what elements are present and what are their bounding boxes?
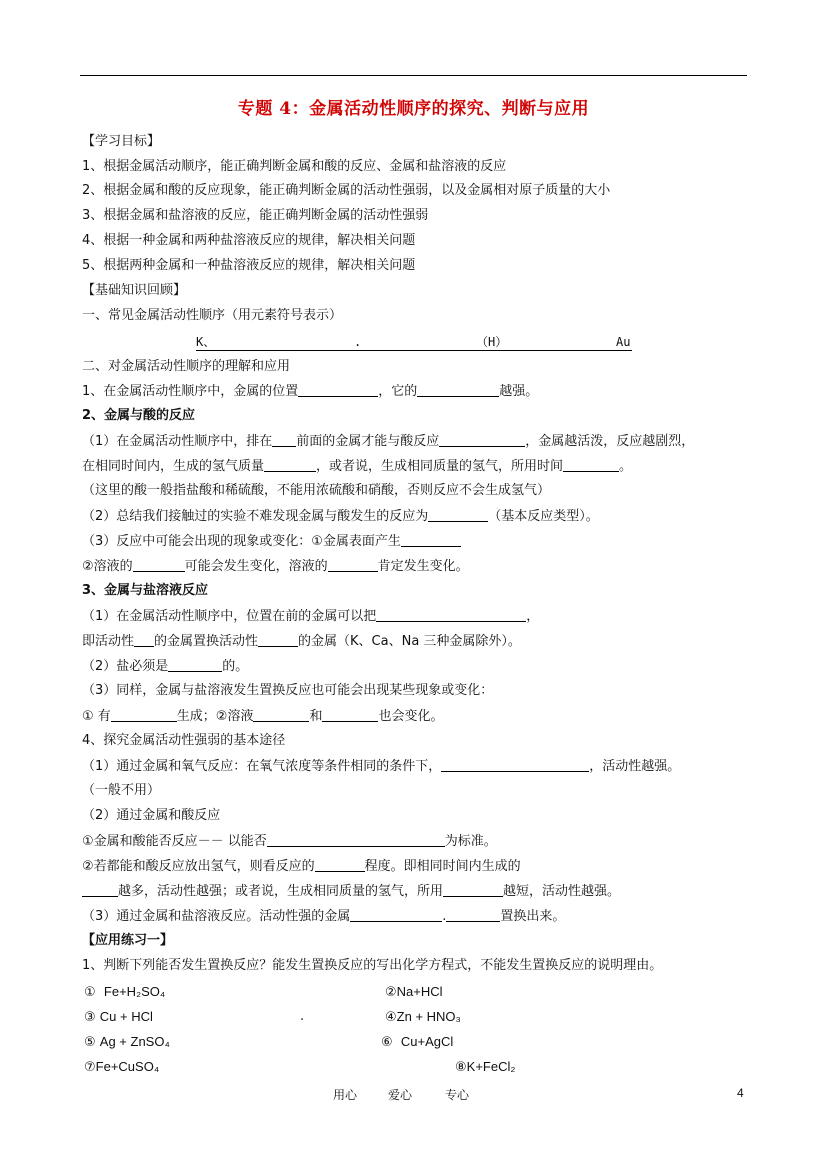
fill-line: 越多，活动性越强；或者说，生成相同质量的氢气，所用 越短，活动性越强。 [82,882,620,901]
page-number: 4 [737,1086,744,1100]
text-line: （2）通过金属和酸反应 [82,808,221,823]
header-rule [80,75,747,76]
fill-line: 即活动性 的金属置换活动性 的金属（K、Ca、Na 三种金属除外）。 [82,634,521,649]
fill-line: ① 有 生成；②溶液 和 也会变化。 [82,709,444,724]
reaction-item: ⑥ Cu+AgCl [381,1034,454,1050]
objective-item: 5、根据两种金属和一种盐溶液反应的规律，解决相关问题 [82,258,416,273]
fill-line: ②溶液的 可能会发生变化，溶液的 肯定发生变化。 [82,559,469,574]
series-k: K、 [196,335,216,349]
subheading-acid: 2、金属与酸的反应 [82,408,196,423]
subheading-methods: 4、探究金属活动性强弱的基本途径 [82,733,286,748]
fill-line: ①金属和酸能否反应－－ 以能否 为标准。 [82,834,497,849]
section-2-heading: 二、对金属活动性顺序的理解和应用 [82,359,291,374]
reaction-item: ②Na+HCl [385,984,443,1000]
subheading-salt: 3、金属与盐溶液反应 [82,583,209,598]
series-h: （H） [476,335,508,349]
text-line: （一般不用） [82,783,161,798]
footer-text: 爱心 [388,1088,413,1102]
objective-item: 3、根据金属和盐溶液的反应，能正确判断金属的活动性强弱 [82,208,429,223]
activity-series-blank [196,336,632,352]
reaction-item: ⑦Fe+CuSO₄ [84,1059,160,1075]
note-line: （这里的酸一般指盐酸和稀硫酸，不能用浓硫酸和硝酸，否则反应不会生成氢气） [82,483,551,498]
stray-dot: . [300,1009,305,1024]
reaction-item: ③ Cu + HCl [84,1009,153,1025]
fill-line: 1、在金属活动性顺序中，金属的位置 ，它的 越强。 [82,384,539,399]
footer-text: 用心 [333,1088,358,1102]
fill-line: （1）通过金属和氧气反应：在氧气浓度等条件相同的条件下， ，活动性越强。 [82,759,681,774]
objective-item: 4、根据一种金属和两种盐溶液反应的规律，解决相关问题 [82,233,416,248]
question-1: 1、判断下列能否发生置换反应？能发生置换反应的写出化学方程式，不能发生置换反应的说明理由。 [82,958,663,973]
fill-line: 在相同时间内，生成的氢气质量 ，或者说，生成相同质量的氢气，所用时间 。 [82,459,633,474]
fill-line: （3）反应中可能会出现的现象或变化：①金属表面产生 [82,532,461,551]
series-au: Au [616,335,631,349]
review-header: 【基础知识回顾】 [82,283,187,298]
fill-line: （1）在金属活动性顺序中，排在 前面的金属才能与酸反应 ，金属越活泼，反应越剧烈， [82,434,695,449]
fill-line: （2）盐必须是 的。 [82,659,249,674]
reaction-item: ⑤ Ag + ZnSO₄ [84,1034,170,1050]
fill-line: ②若都能和酸反应放出氢气，则看反应的 程度。即相同时间内生成的 [82,859,521,874]
fill-line: （1）在金属活动性顺序中，位置在前的金属可以把 ， [82,609,540,624]
reaction-item: ⑧K+FeCl₂ [455,1059,516,1075]
footer-text: 专心 [445,1088,470,1102]
text-line: （3）同样，金属与盐溶液发生置换反应也可能会出现某些现象或变化： [82,683,494,698]
objective-item: 1、根据金属活动顺序，能正确判断金属和酸的反应、金属和盐溶液的反应 [82,159,507,174]
page-title: 专题 4：金属活动性顺序的探究、判断与应用 [237,99,590,119]
reaction-item: ① Fe+H₂SO₄ [84,984,166,1000]
section-1-heading: 一、常见金属活动性顺序（用元素符号表示） [82,308,343,323]
objective-item: 2、根据金属和酸的反应现象，能正确判断金属的活动性强弱，以及金属相对原子质量的大小 [82,183,611,198]
series-dot: . [354,335,362,349]
fill-line: （3）通过金属和盐溶液反应。活动性强的金属 . 置换出来。 [82,909,566,924]
reaction-item: ④Zn + HNO₃ [385,1009,461,1025]
practice-header: 【应用练习一】 [82,933,174,948]
fill-line: （2）总结我们接触过的实验不难发现金属与酸发生的反应为 （基本反应类型）。 [82,509,599,524]
objectives-header: 【学习目标】 [82,134,161,149]
